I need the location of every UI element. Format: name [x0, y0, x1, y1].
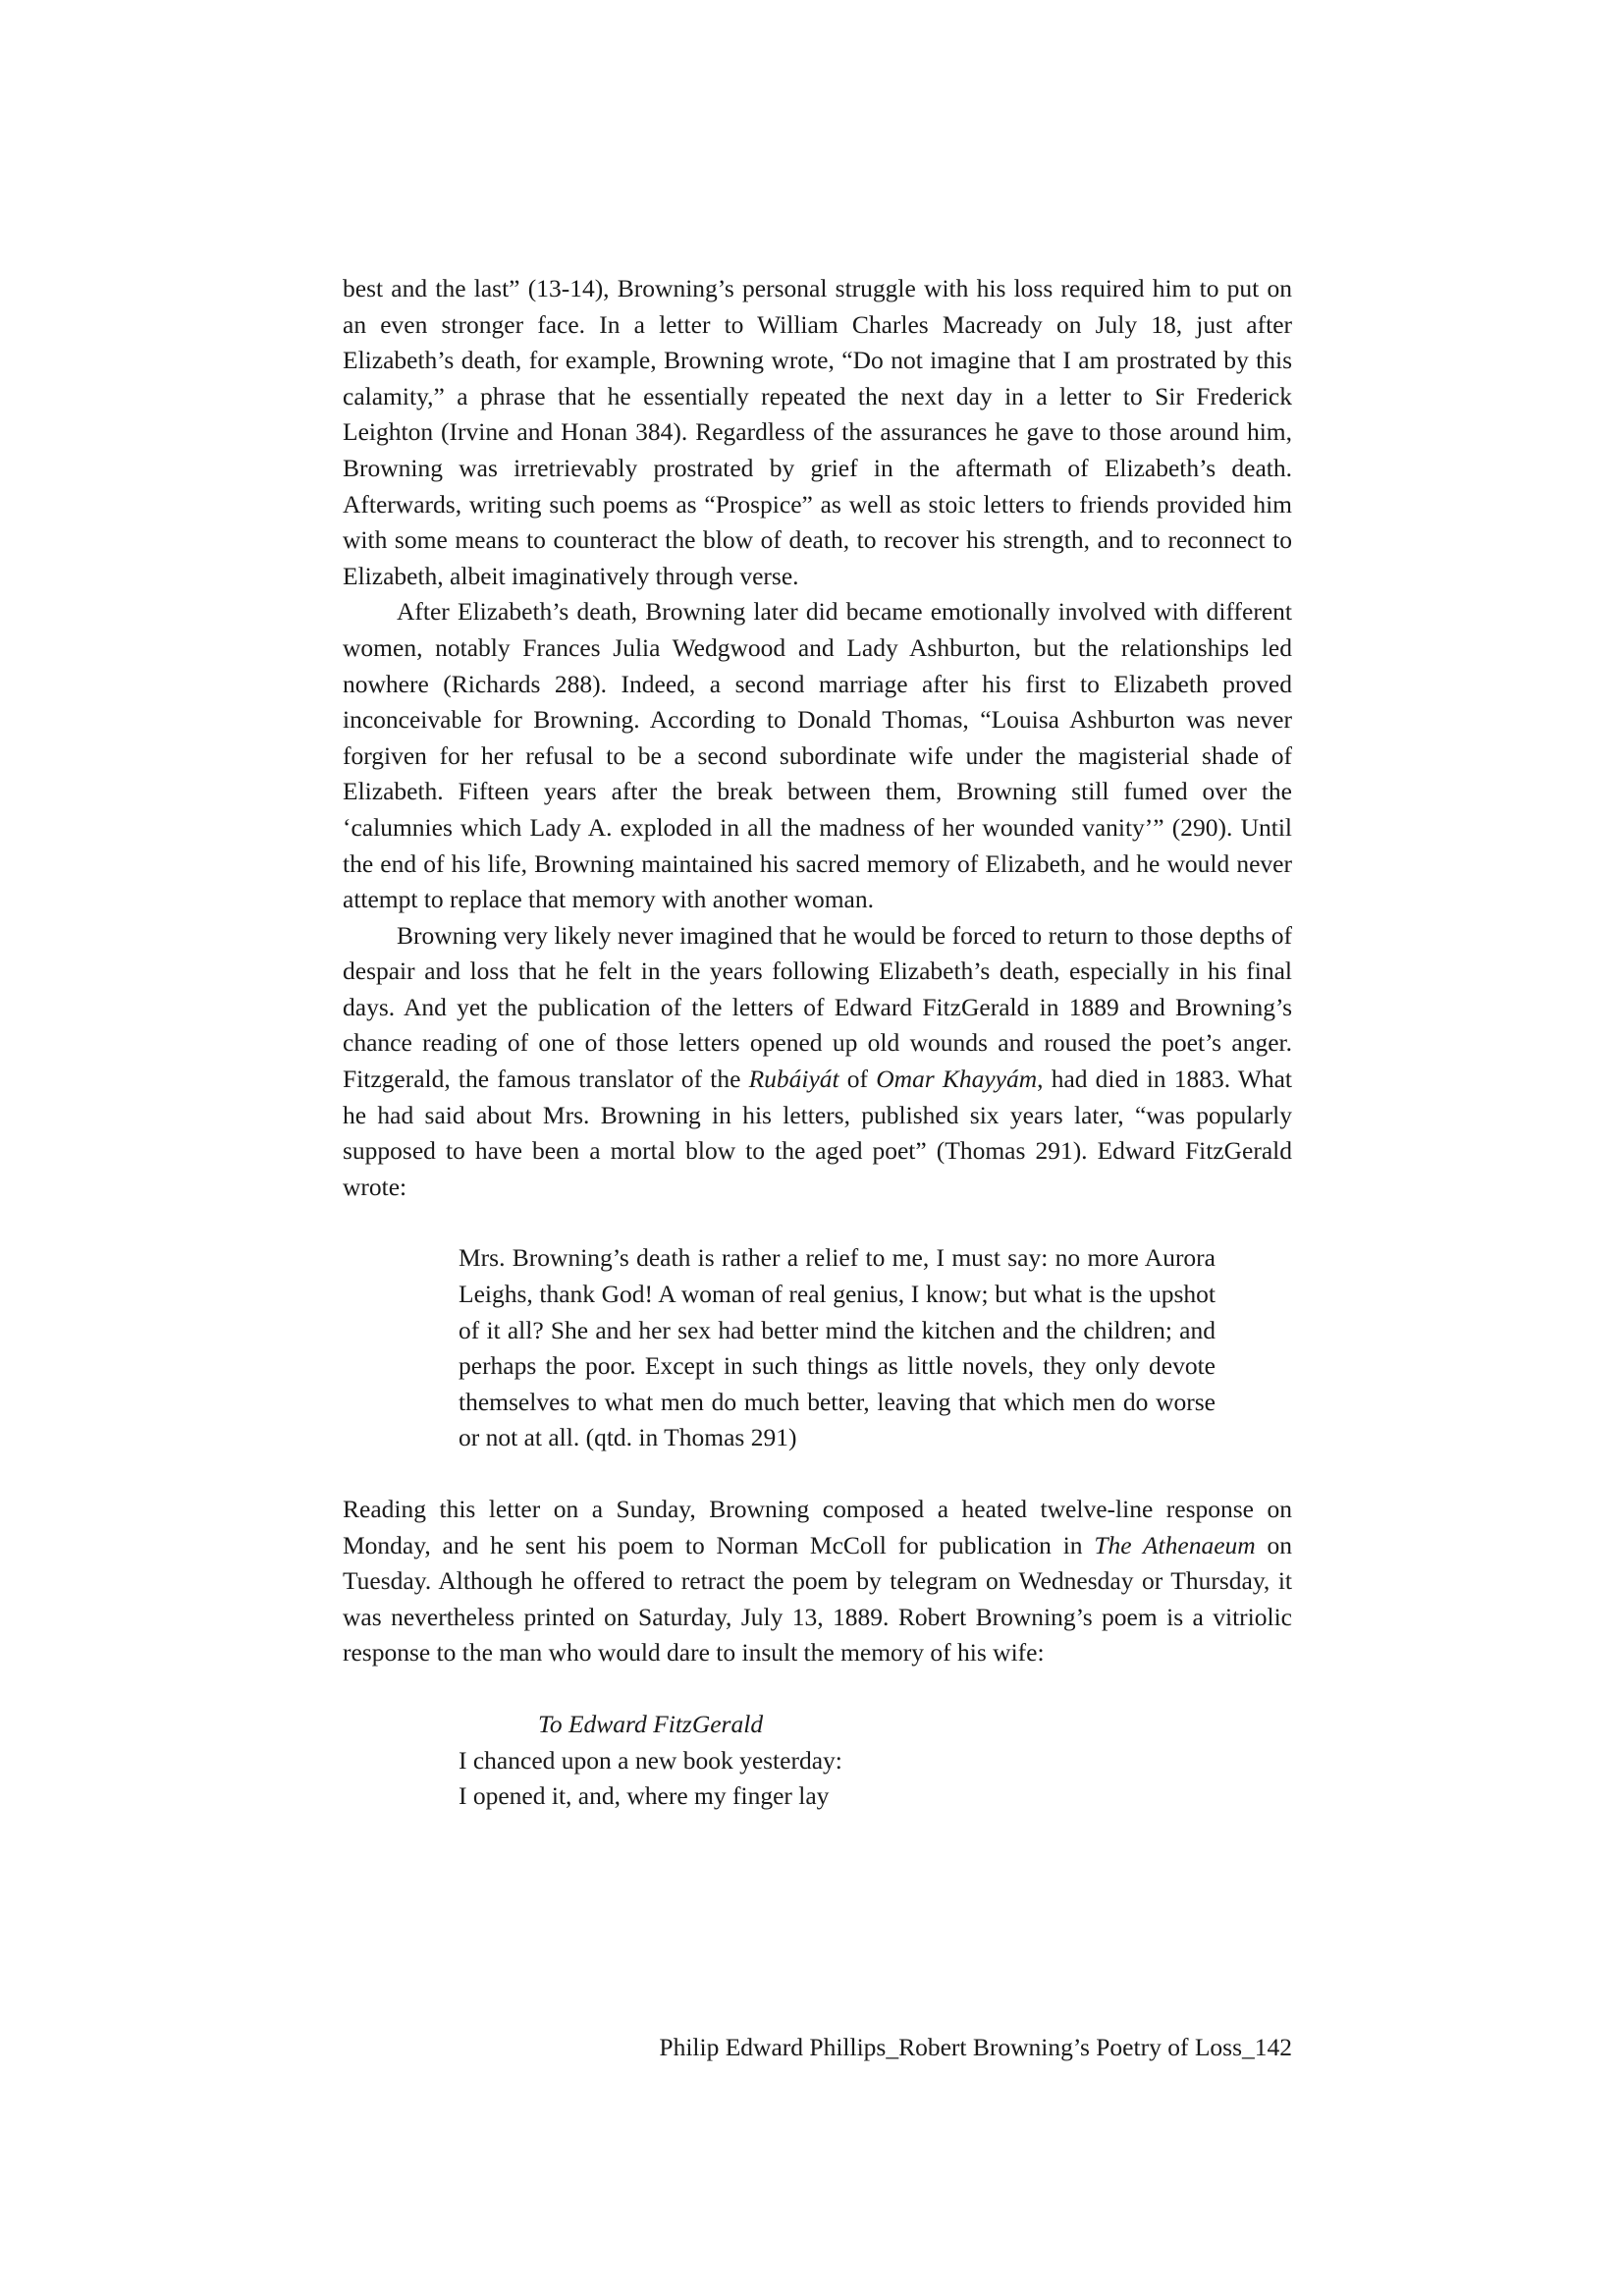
poem-line-1: I chanced upon a new book yesterday:	[459, 1745, 842, 1775]
paragraph-1: best and the last” (13-14), Browning’s personal struggle with his loss required him to put on an even stronger face. In a letter to William Charles Macready on July 18, just after Elizabeth’s death, for example, Browning wrote, “Do not imagine that I am prostrated by this calamity,” a phrase that he essentially repeated the next day in a letter to Sir Frederick Leighton (Irvine and Honan 384). Regardless of the assurances he gave to those around him, Browning was irretrievably prostrated by grief in the aftermath of Elizabeth’s death. Afterwards, writing such poems as “Prospice” as well as stoic letters to friends provided him with some means to counteract the blow of death, to recover his strength, and to reconnect to Elizabeth, albeit imaginatively through verse.	[343, 274, 1292, 590]
poem-line-2: I opened it, and, where my finger lay	[459, 1781, 830, 1811]
page-footer: Philip Edward Phillips_Robert Browning’s Poetry of Loss_142	[659, 2033, 1292, 2061]
paragraph-2: After Elizabeth’s death, Browning later did became emotionally involved with different women, notably Frances Julia Wedgwood and Lady Ashburton, but the relationships led nowhere (Richards 288). Indeed, a second marriage after his first to Elizabeth proved inconceivable for Browning. According to Donald Thomas, “Louisa Ashburton was never forgiven for her refusal to be a second subordinate wife under the magisterial shade of Elizabeth. Fifteen years after the break between them, Browning still fumed over the ‘calumnies which Lady A. exploded in all the madness of her wounded vanity’” (290). Until the end of his life, Browning maintained his sacred memory of Elizabeth, and he would never attempt to replace that memory with another woman.	[343, 597, 1292, 914]
name-omar-khayyam: Omar Khayyám	[876, 1065, 1038, 1094]
poem-title: To Edward FitzGerald	[538, 1709, 764, 1738]
paragraph-3	[343, 918, 1292, 1206]
paragraph-3-text-c: , had died in 1883. What he had said about Mrs. Browning in his letters, published six years later, “was popularly supposed to have been a mortal blow to the aged poet” (Thomas 291). Edward FitzGerald wrote:	[343, 1065, 1292, 1201]
poem	[459, 1707, 1292, 1815]
page-body	[343, 271, 1292, 1815]
paragraph-3-text-b: of	[838, 1065, 877, 1094]
title-athenaeum: The Athenaeum	[1094, 1530, 1256, 1559]
paragraph-4-text-b: on Tuesday. Although he offered to retract the poem by telegram on Wednesday or Thursday, it was nevertheless printed on Saturday, July 13, 1889. Robert Browning’s poem is a vitriolic response to the man who would dare to insult the memory of his wife:	[343, 1530, 1292, 1667]
title-rubaiyat: Rubáiyát	[748, 1065, 839, 1094]
paragraph-3-text-a: Browning very likely never imagined that he would be forced to return to those depths of despair and loss that he felt in the years following Elizabeth’s death, especially in his final days. And yet the publication of the letters of Edward FitzGerald in 1889 and Browning’s chance reading of one of those letters opened up old wounds and roused the poet’s anger. Fitzgerald, the famous translator of the	[343, 920, 1292, 1094]
paragraph-4-text-a: Reading this letter on a Sunday, Browning composed a heated twelve-line response on Monday, and he sent his poem to Norman McColl for publication in	[343, 1495, 1292, 1559]
block-quote: Mrs. Browning’s death is rather a relief to me, I must say: no more Aurora Leighs, thank God! A woman of real genius, I know; but what is the upshot of it all? She and her sex had better mind the kitchen and the children; and perhaps the poor. Except in such things as little novels, they only devote themselves to what men do much better, leaving that which men do worse or not at all. (qtd. in Thomas 291)	[459, 1243, 1216, 1452]
paragraph-4	[343, 1492, 1292, 1671]
